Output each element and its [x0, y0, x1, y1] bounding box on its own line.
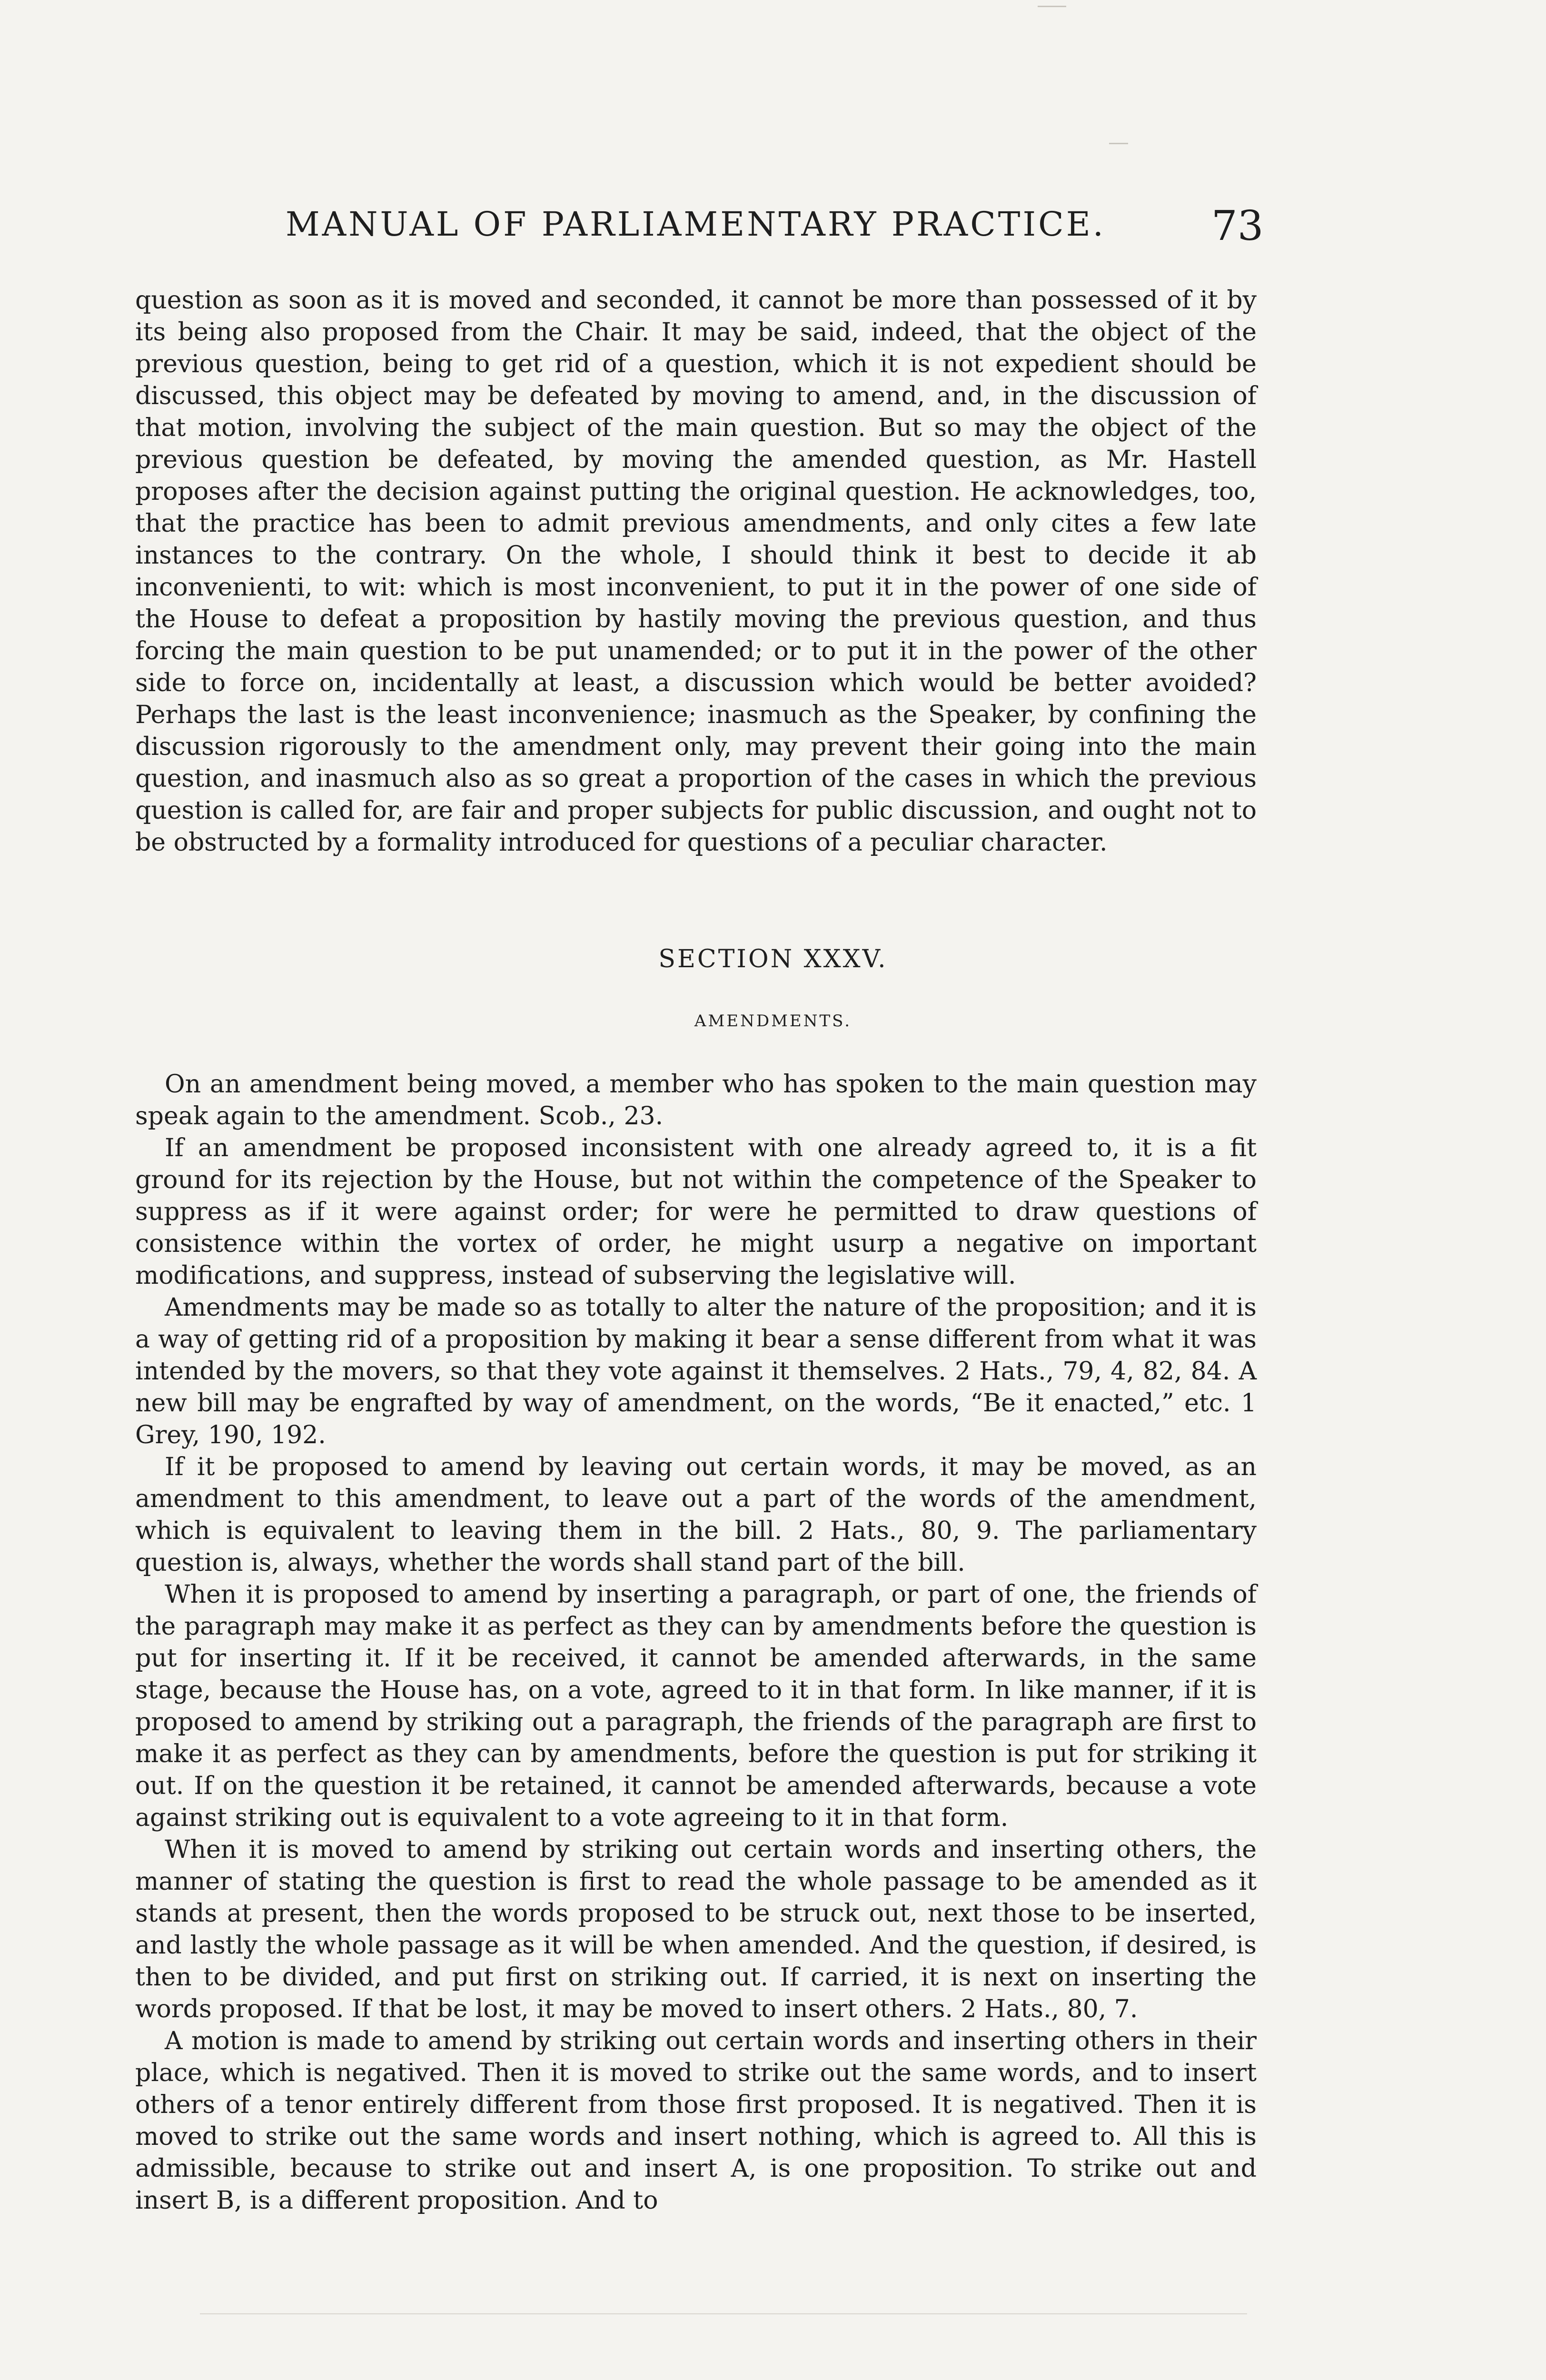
paragraph: A motion is made to amend by striking out certain words and inserting others in their place, which is negatived. Then it is moved to strike out the same words, and to insert others of a tenor entirely different from those first proposed. It is negatived. Then it is moved to strike out the same words and insert nothing, which is agreed to. All this is admissible, because to strike out and insert A, is one proposition. To strike out and insert B, is a different proposition. And to	[135, 2027, 1257, 2215]
page-number: 73	[1211, 202, 1264, 250]
section-body	[135, 1069, 1257, 2217]
section-title: SECTION XXXV.	[658, 945, 888, 973]
scan-speck	[1109, 143, 1128, 144]
paragraph: If it be proposed to amend by leaving out certain words, it may be moved, as an amendment to this amendment, to leave out a part of the words of the amendment, which is equivalent to leaving them in the bill. 2 Hats., 80, 9. The parliamentary question is, always, whether the words shall stand part of the bill.	[135, 1453, 1257, 1577]
scan-speck	[1038, 6, 1066, 7]
paragraph: Amendments may be made so as totally to alter the nature of the proposition; and it is a way of getting rid of a proposition by making it bear a sense different from what it was intended by the movers, so that they vote against it themselves. 2 Hats., 79, 4, 82, 84. A new bill may be engrafted by way of amendment, on the words, “Be it enacted,” etc. 1 Grey, 190, 192.	[135, 1293, 1257, 1449]
paragraph: On an amendment being moved, a member who has spoken to the main question may speak again to the amendment. Scob., 23.	[135, 1070, 1257, 1130]
section-subtitle: AMENDMENTS.	[694, 1012, 852, 1031]
paragraph: When it is proposed to amend by inserting a paragraph, or part of one, the friends of the paragraph may make it as perfect as they can by amendments before the question is put for inserting it. If it be received, it cannot be amended afterwards, in the same stage, because the House has, on a vote, agreed to it in that form. In like manner, if it is proposed to amend by striking out a paragraph, the friends of the paragraph are first to make it as perfect as they can by amendments, before the question is put for striking it out. If on the question it be retained, it cannot be amended afterwards, because a vote against striking out is equivalent to a vote agreeing to it in that form.	[135, 1580, 1257, 1832]
paragraph: When it is moved to amend by striking out certain words and inserting others, the manner of stating the question is first to read the whole passage to be amended as it stands at present, then the words proposed to be struck out, next those to be inserted, and lastly the whole passage as it will be when amended. And the question, if desired, is then to be divided, and put first on striking out. If carried, it is next on inserting the words proposed. If that be lost, it may be moved to insert others. 2 Hats., 80, 7.	[135, 1835, 1257, 2023]
running-title: MANUAL OF PARLIAMENTARY PRACTICE.	[286, 205, 1106, 244]
paragraph: If an amendment be proposed inconsistent with one already agreed to, it is a fit ground for its rejection by the House, but not within the competence of the Speaker to suppress as if it were against order; for were he permitted to draw questions of consistence within the vortex of order, he might usurp a negative on important modifications, and suppress, instead of subserving the legislative will.	[135, 1134, 1257, 1290]
continuation-paragraph: question as soon as it is moved and seconded, it cannot be more than possessed of it by its being also proposed from the Chair. It may be said, indeed, that the object of the previous question, being to get rid of a question, which it is not expedient should be discussed, this object may be defeated by moving to amend, and, in the discussion of that motion, involving the subject of the main question. But so may the object of the previous question be defeated, by moving the amended question, as Mr. Hastell proposes after the decision against putting the original question. He acknowledges, too, that the practice has been to admit previous amendments, and only cites a few late instances to the contrary. On the whole, I should think it best to decide it ab inconvenienti, to wit: which is most inconvenient, to put it in the power of one side of the House to defeat a proposition by hastily moving the previous question, and thus forcing the main question to be put unamended; or to put it in the power of the other side to force on, incidentally at least, a discussion which would be better avoided? Perhaps the last is the least inconvenience; inasmuch as the Speaker, by confining the discussion rigorously to the amendment only, may prevent their going into the main question, and inasmuch also as so great a proportion of the cases in which the previous question is called for, are fair and proper subjects for public discussion, and ought not to be obstructed by a formality introduced for questions of a peculiar character.	[135, 286, 1257, 857]
scan-speck	[200, 2313, 1247, 2314]
continuation-text	[135, 285, 1257, 859]
